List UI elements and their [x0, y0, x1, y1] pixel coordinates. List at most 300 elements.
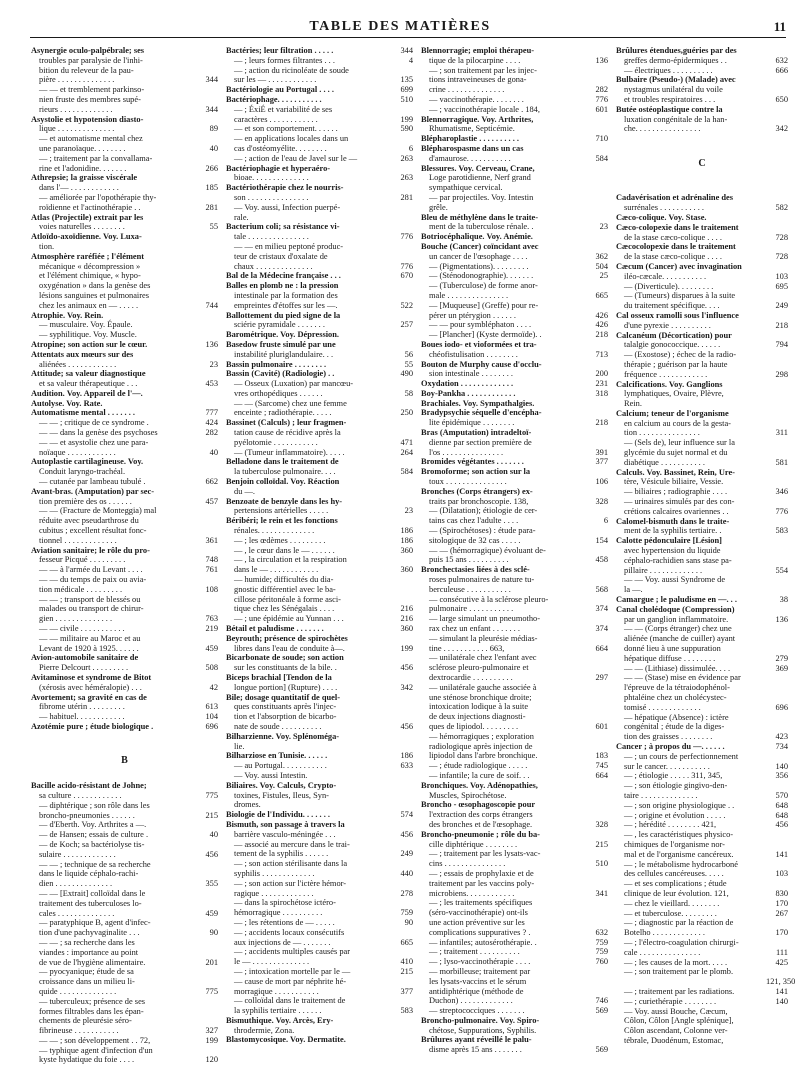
index-entry-line — [226, 938, 413, 948]
page-reference: 55 — [404, 359, 413, 369]
index-entry-line — [226, 644, 413, 654]
page-reference: 344 — [205, 104, 218, 114]
index-entry-line — [226, 595, 413, 605]
index-entry-line — [31, 467, 218, 477]
entry-text: — chez le vieillard. . . . . . . . — [624, 898, 720, 908]
index-entry-line — [616, 820, 788, 830]
index-entry-line — [226, 947, 413, 957]
index-entry-line — [226, 987, 413, 997]
entry-text: vres orthopédiques . . . . . . — [234, 388, 323, 398]
index-headword-line — [226, 1016, 413, 1026]
index-entry-line — [226, 408, 413, 418]
index-entry-line — [616, 184, 788, 194]
index-headword-line — [226, 271, 413, 281]
index-entry-line — [226, 438, 413, 448]
index-entry-line — [226, 193, 413, 203]
entry-text: kyste hydatique du foie . . . . — [39, 1055, 135, 1065]
entry-text: male . . . . . . . . . . . . . . . — [429, 290, 509, 300]
entry-text: l'épreuve de la tétraiodophénol- — [624, 683, 730, 693]
index-entry-line — [31, 330, 218, 340]
page-reference: 583 — [775, 526, 788, 536]
index-headword-line — [616, 223, 788, 233]
entry-text: Brachiales. Voy. Sympathalgies. — [421, 398, 535, 408]
index-entry-line — [421, 105, 608, 115]
index-entry-line — [226, 1026, 413, 1036]
entry-text: Avortement; sa gravité en cas de — [31, 692, 147, 702]
index-entry-line — [616, 350, 788, 360]
index-entry-line — [31, 1055, 218, 1065]
index-entry-line — [616, 419, 788, 429]
entry-text: — ; origine et évolution . . . . . — [624, 810, 726, 820]
index-entry-line — [616, 575, 788, 585]
index-entry-line — [226, 389, 413, 399]
page-reference: 25 — [599, 271, 608, 281]
index-entry-line — [226, 575, 413, 585]
entry-text: — ; son étiologie gingivo-den- — [624, 781, 728, 791]
index-entry-line — [31, 536, 218, 546]
index-entry-line — [421, 947, 608, 957]
entry-text: — infantile; la cure de soif. . . — [429, 770, 530, 780]
entry-text: — — (hémorragique) évoluant de- — [429, 545, 546, 555]
entry-text: voies naturelles . . . . . . . . — [39, 222, 125, 232]
index-entry-line — [31, 428, 218, 438]
entry-text: — (Dilatation); étiologie de cer- — [429, 506, 538, 516]
entry-text: — ; étiologie . . . . . 311, 345, — [624, 771, 723, 781]
index-entry-line — [31, 154, 218, 164]
page-reference: 170 — [775, 898, 788, 908]
entry-text: — urinaires simulés par des con- — [624, 497, 735, 507]
page-reference: 601 — [595, 104, 608, 114]
entry-text: — cause de mort par néphrite hé- — [234, 976, 347, 986]
index-entry-line — [31, 497, 218, 507]
index-entry-line — [616, 428, 788, 438]
entry-text: de la stase cæco-colique . . . . — [624, 232, 722, 242]
entry-text: thérapie ; guérison par la haute — [624, 359, 728, 369]
page-reference: 216 — [400, 614, 413, 624]
page-reference: 250 — [400, 408, 413, 418]
index-entry-line — [226, 506, 413, 516]
index-entry-line — [421, 1006, 608, 1016]
page-reference: 346 — [775, 487, 788, 497]
index-entry-line — [616, 654, 788, 664]
entry-text: chements de pleurésie séro- — [39, 1016, 132, 1026]
index-entry-line — [226, 869, 413, 879]
index-headword-line — [421, 800, 608, 810]
entry-text: — — (Corps étranger) chez une — [624, 624, 732, 634]
page-reference: 90 — [209, 928, 218, 938]
entry-text: diabétique . . . . . . . . . . . — [624, 457, 705, 467]
index-entry-line — [31, 477, 218, 487]
index-entry-line — [421, 673, 608, 683]
index-entry-line — [616, 85, 788, 95]
entry-text: avec hypertension du liquide — [624, 546, 721, 556]
entry-text: les lysats-vaccins et le sérum — [429, 976, 527, 986]
entry-text: — ; intoxication mortelle par le — — [234, 966, 351, 976]
index-headword-line — [421, 360, 608, 370]
entry-text: greffes dermo-épidermiques . . — [624, 55, 727, 65]
index-entry-line — [226, 213, 413, 223]
index-entry-line — [31, 56, 218, 66]
entry-text: tion médicale . . . . . . . . . — [39, 584, 123, 594]
index-entry-line — [31, 1036, 218, 1046]
entry-text: — humide; difficultés du dia- — [234, 575, 334, 585]
index-entry-line — [31, 614, 218, 624]
entry-text: gien . . . . . . . . . . . . . . — [39, 614, 113, 624]
page-header — [0, 0, 800, 40]
entry-text: — Voy. aussi, Infection puerpé- — [234, 202, 341, 212]
entry-text: pulmonaire . . . . . . . . . . . — [429, 604, 514, 614]
index-entry-line — [31, 604, 218, 614]
page-reference: 342 — [400, 682, 413, 692]
index-headword-line — [226, 673, 413, 683]
page-reference: 713 — [595, 349, 608, 359]
entry-text: tion des graisses . . . . . . . . — [624, 732, 713, 742]
page-reference: 231 — [595, 379, 608, 389]
page-reference: 328 — [595, 819, 608, 829]
entry-text: toux . . . . . . . . . . . . . . . — [429, 477, 507, 487]
section-letter-text: C — [698, 157, 706, 169]
entry-text: — ; hérédité . . . . . . . . 421, — [624, 820, 717, 830]
index-entry-line — [616, 1016, 788, 1026]
index-entry-line — [226, 144, 413, 154]
entry-text: d'amaurose. . . . . . . . . . . — [429, 153, 511, 163]
page-reference: 140 — [775, 761, 788, 771]
index-entry-line — [226, 301, 413, 311]
entry-text: ques de lipiodol. . . . . . . . . — [429, 721, 519, 731]
index-entry-line — [31, 732, 218, 742]
index-entry-line — [226, 879, 413, 889]
index-entry-line — [616, 1026, 788, 1036]
entry-text: tion. — [39, 241, 55, 251]
entry-text: Avitaminose et syndrome de Bitot — [31, 673, 152, 682]
section-letter-text: B — [121, 755, 128, 767]
index-entry-line — [616, 291, 788, 301]
header-rule — [30, 37, 786, 38]
index-entry-line — [31, 105, 218, 115]
entry-text: — ; traitement . . . . . . . . . . — [429, 947, 520, 957]
page-reference: 170 — [775, 928, 788, 938]
entry-text: gnostic différentiel avec le ba- — [234, 584, 336, 594]
entry-text: — — à l'armée du Levant . . . . — [39, 565, 143, 575]
entry-text: complications suppuratives ? . — [429, 927, 531, 937]
entry-text: Cæcum (Cancer) avec invagination — [616, 261, 742, 271]
entry-text: caractères . . . . . . . . . . . . — [234, 114, 318, 124]
entry-text: Canal cholédoque (Compression) — [616, 604, 735, 614]
entry-text: — Voy. aussi Intestin. — [234, 770, 308, 780]
page-reference: 776 — [400, 261, 413, 271]
entry-text: Boues iodo- et vioformées et tra- — [421, 339, 537, 349]
entry-text: viandes : importance au point — [39, 947, 139, 957]
entry-text: — ; accidents multiples causés par — [234, 947, 351, 957]
index-entry-line — [616, 66, 788, 76]
entry-text: ques constituants après l'injec- — [234, 702, 337, 712]
page-reference: 458 — [595, 555, 608, 565]
entry-text: rieurs . . . . . . . . . . . . . — [39, 104, 113, 114]
entry-text: — , la circulation et la respiration — [234, 555, 347, 565]
page-reference: 696 — [775, 702, 788, 712]
entry-text: — — pour symbléphaton . . . . — [429, 320, 532, 330]
index-entry-line — [421, 879, 608, 889]
index-entry-line — [31, 164, 218, 174]
index-entry-line — [31, 663, 218, 673]
index-entry-line — [226, 291, 413, 301]
page-reference: 759 — [595, 947, 608, 957]
entry-text: mal et de l'organisme cancéreux. — [624, 849, 734, 859]
index-entry-line — [616, 252, 788, 262]
entry-text: un cancer de l'œsophage . . . . — [429, 251, 528, 261]
entry-text: — par projectiles. Voy. Intestin — [429, 192, 534, 202]
entry-text: Bétail et paludisme . . . . . . . — [226, 624, 324, 634]
index-entry-line — [421, 506, 608, 516]
index-entry-line — [31, 320, 218, 330]
entry-text: Calomel-bismuth dans le traite- — [616, 516, 730, 526]
entry-text: — — (Stase) mise en évidence par — [624, 673, 741, 683]
index-headword-line — [226, 624, 413, 634]
index-headword-line — [31, 693, 218, 703]
entry-text: Bal de la Médecine française . . . — [226, 271, 341, 281]
entry-text: — ; ÉxiÉ et variabilité de ses — [234, 104, 333, 114]
entry-text: — — (Lithiase) dissimulée. . . . — [624, 663, 731, 673]
entry-text: — musculaire. Voy. Épaule. — [39, 320, 133, 330]
page-reference: 601 — [595, 721, 608, 731]
page-reference: 374 — [595, 624, 608, 634]
entry-text: Duchon) . . . . . . . . . . . . . — [429, 996, 513, 1006]
page-reference: 328 — [595, 496, 608, 506]
index-entry-line — [31, 595, 218, 605]
page-reference: 699 — [400, 85, 413, 95]
index-entry-line — [226, 898, 413, 908]
entry-text: talalgie gonococcique. . . . . . — [624, 340, 721, 350]
entry-text: — ; une épidémie au Yunnan . . . — [234, 614, 344, 624]
index-headword-line — [421, 457, 608, 467]
entry-text: Loge parotidienne, Nerf grand — [429, 173, 531, 183]
entry-text: — (Pigmentations). . . . . . . . . — [429, 261, 529, 271]
entry-text: Bleu de méthylène dans le traite- — [421, 212, 539, 222]
page-reference: 136 — [775, 614, 788, 624]
page-reference: 360 — [400, 545, 413, 555]
index-entry-line — [616, 399, 788, 409]
page-reference: 648 — [775, 810, 788, 820]
page-reference: 154 — [595, 535, 608, 545]
entry-text: Blépharoplastie . . . . . . . . . . — [421, 134, 520, 144]
index-headword-line — [226, 330, 413, 340]
page-reference: 120 — [205, 1055, 218, 1065]
index-entry-line — [226, 996, 413, 1006]
entry-text: Béribéri; le rein et les fonctions — [226, 516, 338, 526]
entry-text: et troubles respiratoires . . . — [624, 94, 716, 104]
page-reference: 569 — [595, 1006, 608, 1016]
page-reference: 103 — [775, 869, 788, 879]
page-reference: 776 — [595, 94, 608, 104]
entry-text: sympathique cervical. — [429, 183, 503, 193]
index-entry-line — [31, 899, 218, 909]
index-headword-line — [421, 830, 608, 840]
entry-text: — tuberculeux; présence de ses — [39, 996, 146, 1006]
page-reference: 666 — [775, 65, 788, 75]
index-entry-line — [31, 555, 218, 565]
index-entry-line — [616, 703, 788, 713]
index-entry-line — [226, 604, 413, 614]
index-entry-line — [31, 771, 218, 781]
entry-text: Azotémie pure ; étude biologique . — [31, 721, 154, 731]
index-headword-line — [31, 213, 218, 223]
entry-text: Conduit laryngo-trachéal. — [39, 467, 126, 477]
index-headword-line — [616, 605, 788, 615]
index-headword-line — [421, 213, 608, 223]
index-entry-line — [31, 977, 218, 987]
index-entry-line — [616, 487, 788, 497]
index-entry-line — [226, 683, 413, 693]
entry-text: — paratyphique B, agent d'infec- — [39, 918, 151, 928]
entry-text: une paranoïaque. . . . . . . . — [39, 143, 126, 153]
index-entry-line — [616, 860, 788, 870]
entry-text: Automatisme mental . . . . . . . — [31, 408, 135, 418]
index-column-2 — [226, 46, 413, 1045]
page-reference: 775 — [205, 986, 218, 996]
index-entry-line — [616, 722, 788, 732]
index-entry-line — [226, 350, 413, 360]
page-reference: 111 — [776, 947, 788, 957]
page-reference: 391 — [595, 447, 608, 457]
index-entry-line — [421, 957, 608, 967]
entry-text: — — et tremblement parkinso- — [39, 85, 145, 95]
index-entry-line — [616, 233, 788, 243]
entry-text: — hémorragiques ; exploration — [429, 731, 534, 741]
page-reference: 456 — [400, 721, 413, 731]
index-headword-line — [31, 487, 218, 497]
index-entry-line — [31, 301, 218, 311]
entry-text: — — militaire au Maroc et au — [39, 633, 141, 643]
entry-text: — — (Fracture de Monteggia) mal — [39, 506, 157, 516]
entry-text: teur de cristaux d'oxalate de — [234, 251, 328, 261]
page-reference: 121, 350 — [766, 977, 796, 987]
index-entry-line — [226, 399, 413, 409]
index-entry-line — [616, 526, 788, 536]
entry-text: de deux injections diagnosti- — [429, 712, 526, 722]
page-reference: 759 — [595, 937, 608, 947]
index-entry-line — [616, 115, 788, 125]
entry-text: Basedow fruste simulé par une — [226, 339, 336, 349]
index-headword-line — [226, 418, 413, 428]
page-reference: 356 — [775, 771, 788, 781]
entry-text: cales . . . . . . . . . . . . . . — [39, 908, 115, 918]
index-entry-line — [421, 193, 608, 203]
entry-text: dromes. — [234, 800, 261, 810]
index-entry-line — [226, 830, 413, 840]
index-headword-line — [226, 516, 413, 526]
entry-text: — ; étude radiologique . . . . . — [429, 761, 528, 771]
entry-text: Atrophie. Voy. Rein. — [31, 310, 104, 320]
page-reference: 776 — [400, 232, 413, 242]
entry-text: Cal osseux ramolli sous l'influence — [616, 310, 739, 320]
index-entry-line — [421, 350, 608, 360]
entry-text: instabilité pluriglandulaire. . . — [234, 349, 334, 359]
page-reference: 183 — [595, 751, 608, 761]
index-entry-line — [616, 477, 788, 487]
entry-text: — (Exostose) ; échec de la radio- — [624, 350, 737, 360]
index-headword-line — [616, 193, 788, 203]
entry-text: Botriocéphalique. Voy. Anémie. — [421, 232, 533, 242]
index-entry-line — [421, 320, 608, 330]
index-entry-line — [421, 526, 608, 536]
index-entry-line — [421, 928, 608, 938]
entry-text: quide . . . . . . . . . . . . . . — [39, 986, 117, 996]
entry-text: tation cause de récidive après la — [234, 428, 341, 438]
entry-text: — streptococciques . . . . . . . — [429, 1006, 525, 1016]
index-entry-line — [421, 683, 608, 693]
entry-text: Audition. Voy. Appareil de l'—. — [31, 388, 143, 398]
page-reference: 186 — [400, 751, 413, 761]
entry-text: libres dans l'eau de conduite à—. — [234, 643, 345, 653]
index-entry-line — [31, 634, 218, 644]
entry-text: noïaque . . . . . . . . . . . . — [39, 447, 116, 457]
index-headword-line — [31, 389, 218, 399]
index-entry-line — [421, 644, 608, 654]
index-entry-line — [616, 615, 788, 625]
entry-text: Balles en plomb ne : la pression — [226, 281, 339, 291]
entry-text: — — ; transport de blessés ou — [39, 594, 141, 604]
index-entry-line — [226, 115, 413, 125]
index-headword-line — [421, 781, 608, 791]
index-entry-line — [226, 614, 413, 624]
index-entry-line — [226, 232, 413, 242]
index-entry-line — [421, 222, 608, 232]
index-entry-line — [616, 918, 788, 928]
entry-text: — , le cœur dans le — . . . . . . — [234, 545, 335, 555]
entry-text: donné lieu à une suppuration — [624, 644, 721, 654]
entry-text: par un ganglion inflammatoire. — [624, 614, 729, 624]
page-reference: 281 — [205, 202, 218, 212]
index-entry-line — [226, 722, 413, 732]
page-reference: 662 — [205, 477, 218, 487]
index-entry-line — [421, 516, 608, 526]
entry-text: traitement des tuberculoses lo- — [39, 898, 142, 908]
entry-text: Atlas (Projectile) extrait par les — [31, 212, 144, 222]
page-reference: 490 — [400, 369, 413, 379]
index-entry-line — [31, 516, 218, 526]
page-reference: 90 — [404, 917, 413, 927]
entry-text: Asynergie oculo-palpébrale; ses — [31, 46, 145, 55]
entry-text: dans le liquide céphalo-rachi- — [39, 869, 139, 879]
index-headword-line — [421, 565, 608, 575]
entry-text: Aviation sanitaire; le rôle du pro- — [31, 545, 150, 555]
entry-text: pière . . . . . . . . . . . . . . — [39, 75, 115, 85]
page-reference: 471 — [400, 437, 413, 447]
entry-text: — colloïdal dans le traitement de — [234, 996, 346, 1006]
index-entry-line — [421, 301, 608, 311]
page-reference: 776 — [775, 506, 788, 516]
page-reference: 201 — [205, 957, 218, 967]
index-entry-line — [421, 291, 608, 301]
entry-text: — d'Eberth. Voy. Arthrites a —. — [39, 820, 147, 830]
index-entry-line — [421, 996, 608, 1006]
entry-text: — large simulant un pneumotho- — [429, 614, 541, 624]
entry-text: — — civile . . . . . . . . . . . — [39, 624, 125, 634]
page-reference: 554 — [775, 565, 788, 575]
index-entry-line — [616, 693, 788, 703]
entry-text: Calcium; teneur de l'organisme — [616, 408, 729, 418]
index-entry-line — [226, 526, 413, 536]
entry-text: Bactériologie au Portugal . . . . — [226, 85, 334, 95]
entry-text: Levant de 1920 à 1925. . . . . . — [39, 643, 139, 653]
index-entry-line — [421, 330, 608, 340]
page-reference: 777 — [205, 408, 218, 418]
page-reference: 664 — [595, 770, 608, 780]
entry-text: fibrineuse . . . . . . . . . . . — [39, 1026, 119, 1036]
entry-text: radiologique après injection de — [429, 741, 533, 751]
entry-text: microbiens. . . . . . . . . . . . — [429, 888, 515, 898]
page-reference: 6 — [603, 516, 608, 526]
